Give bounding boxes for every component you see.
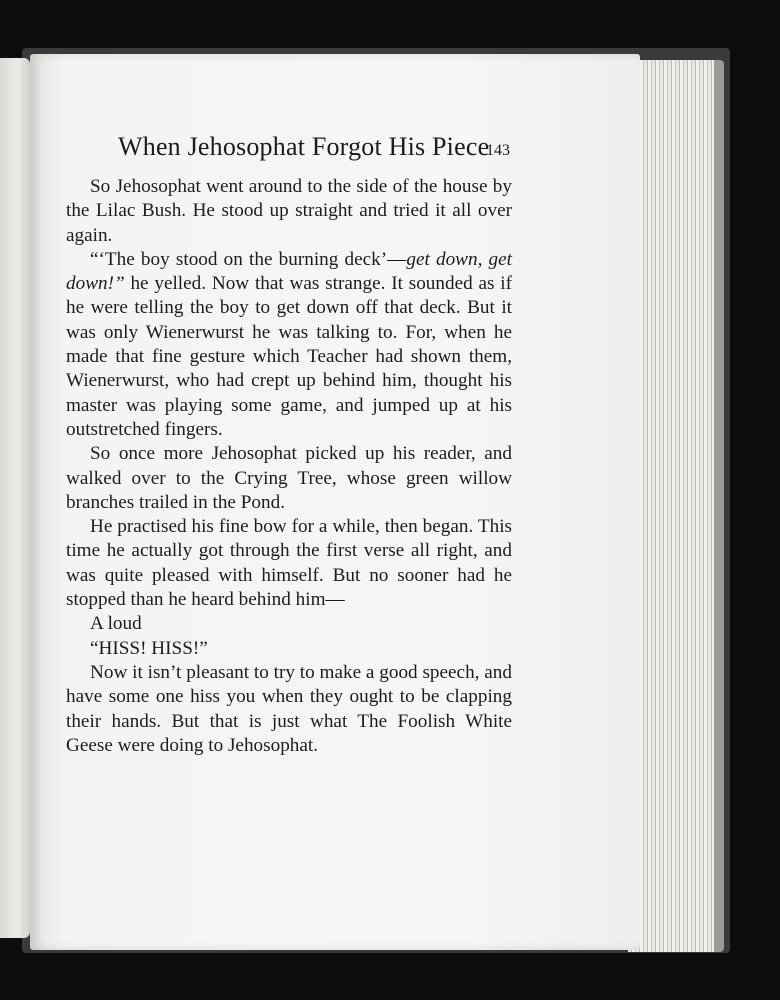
page-number: 143 (486, 142, 510, 159)
paragraph: So once more Jehosophat picked up his reader, and walked over to the Crying Tree, whose green willow branches trailed in the Pond. (66, 443, 512, 513)
chapter-title: When Jehosophat Forgot His Piece (118, 132, 490, 161)
facing-page-edge (0, 58, 30, 938)
paragraph-rest: he yelled. Now that was strange. It sounded as if he were telling the boy to get down off that deck. But it was only Wienerwurst he was talking to. For, when he made that fine gesture which Teacher had shown them, Wienerwurst, who had crept up behind him, thought his master was playing some game, and jumped up at his outstretched fingers. (66, 273, 512, 440)
body-text (66, 175, 512, 758)
page-edges-stack (628, 60, 724, 952)
quote-italic: get down, get down!” (66, 248, 512, 295)
paragraph: A loud (90, 613, 142, 635)
paragraph: So Jehosophat went around to the side of the house by the Lilac Bush. He stood up straight and tried it all over again. (66, 176, 512, 246)
paragraph: He practised his fine bow for a while, then began. This time he actually got through the first verse all right, and was quite pleased with himself. But no sooner had he stopped than he heard behind him— (66, 516, 512, 611)
paragraph-hiss: “HISS! HISS!” (90, 637, 208, 659)
paragraph (66, 248, 512, 442)
paragraph: Now it isn’t pleasant to try to make a good speech, and have some one hiss you when they ought to be clapping their hands. But that is just what The Foolish White Geese were doing to Jehosophat. (66, 661, 512, 756)
quote-start: “‘The boy stood on the burning deck’— (90, 248, 407, 270)
